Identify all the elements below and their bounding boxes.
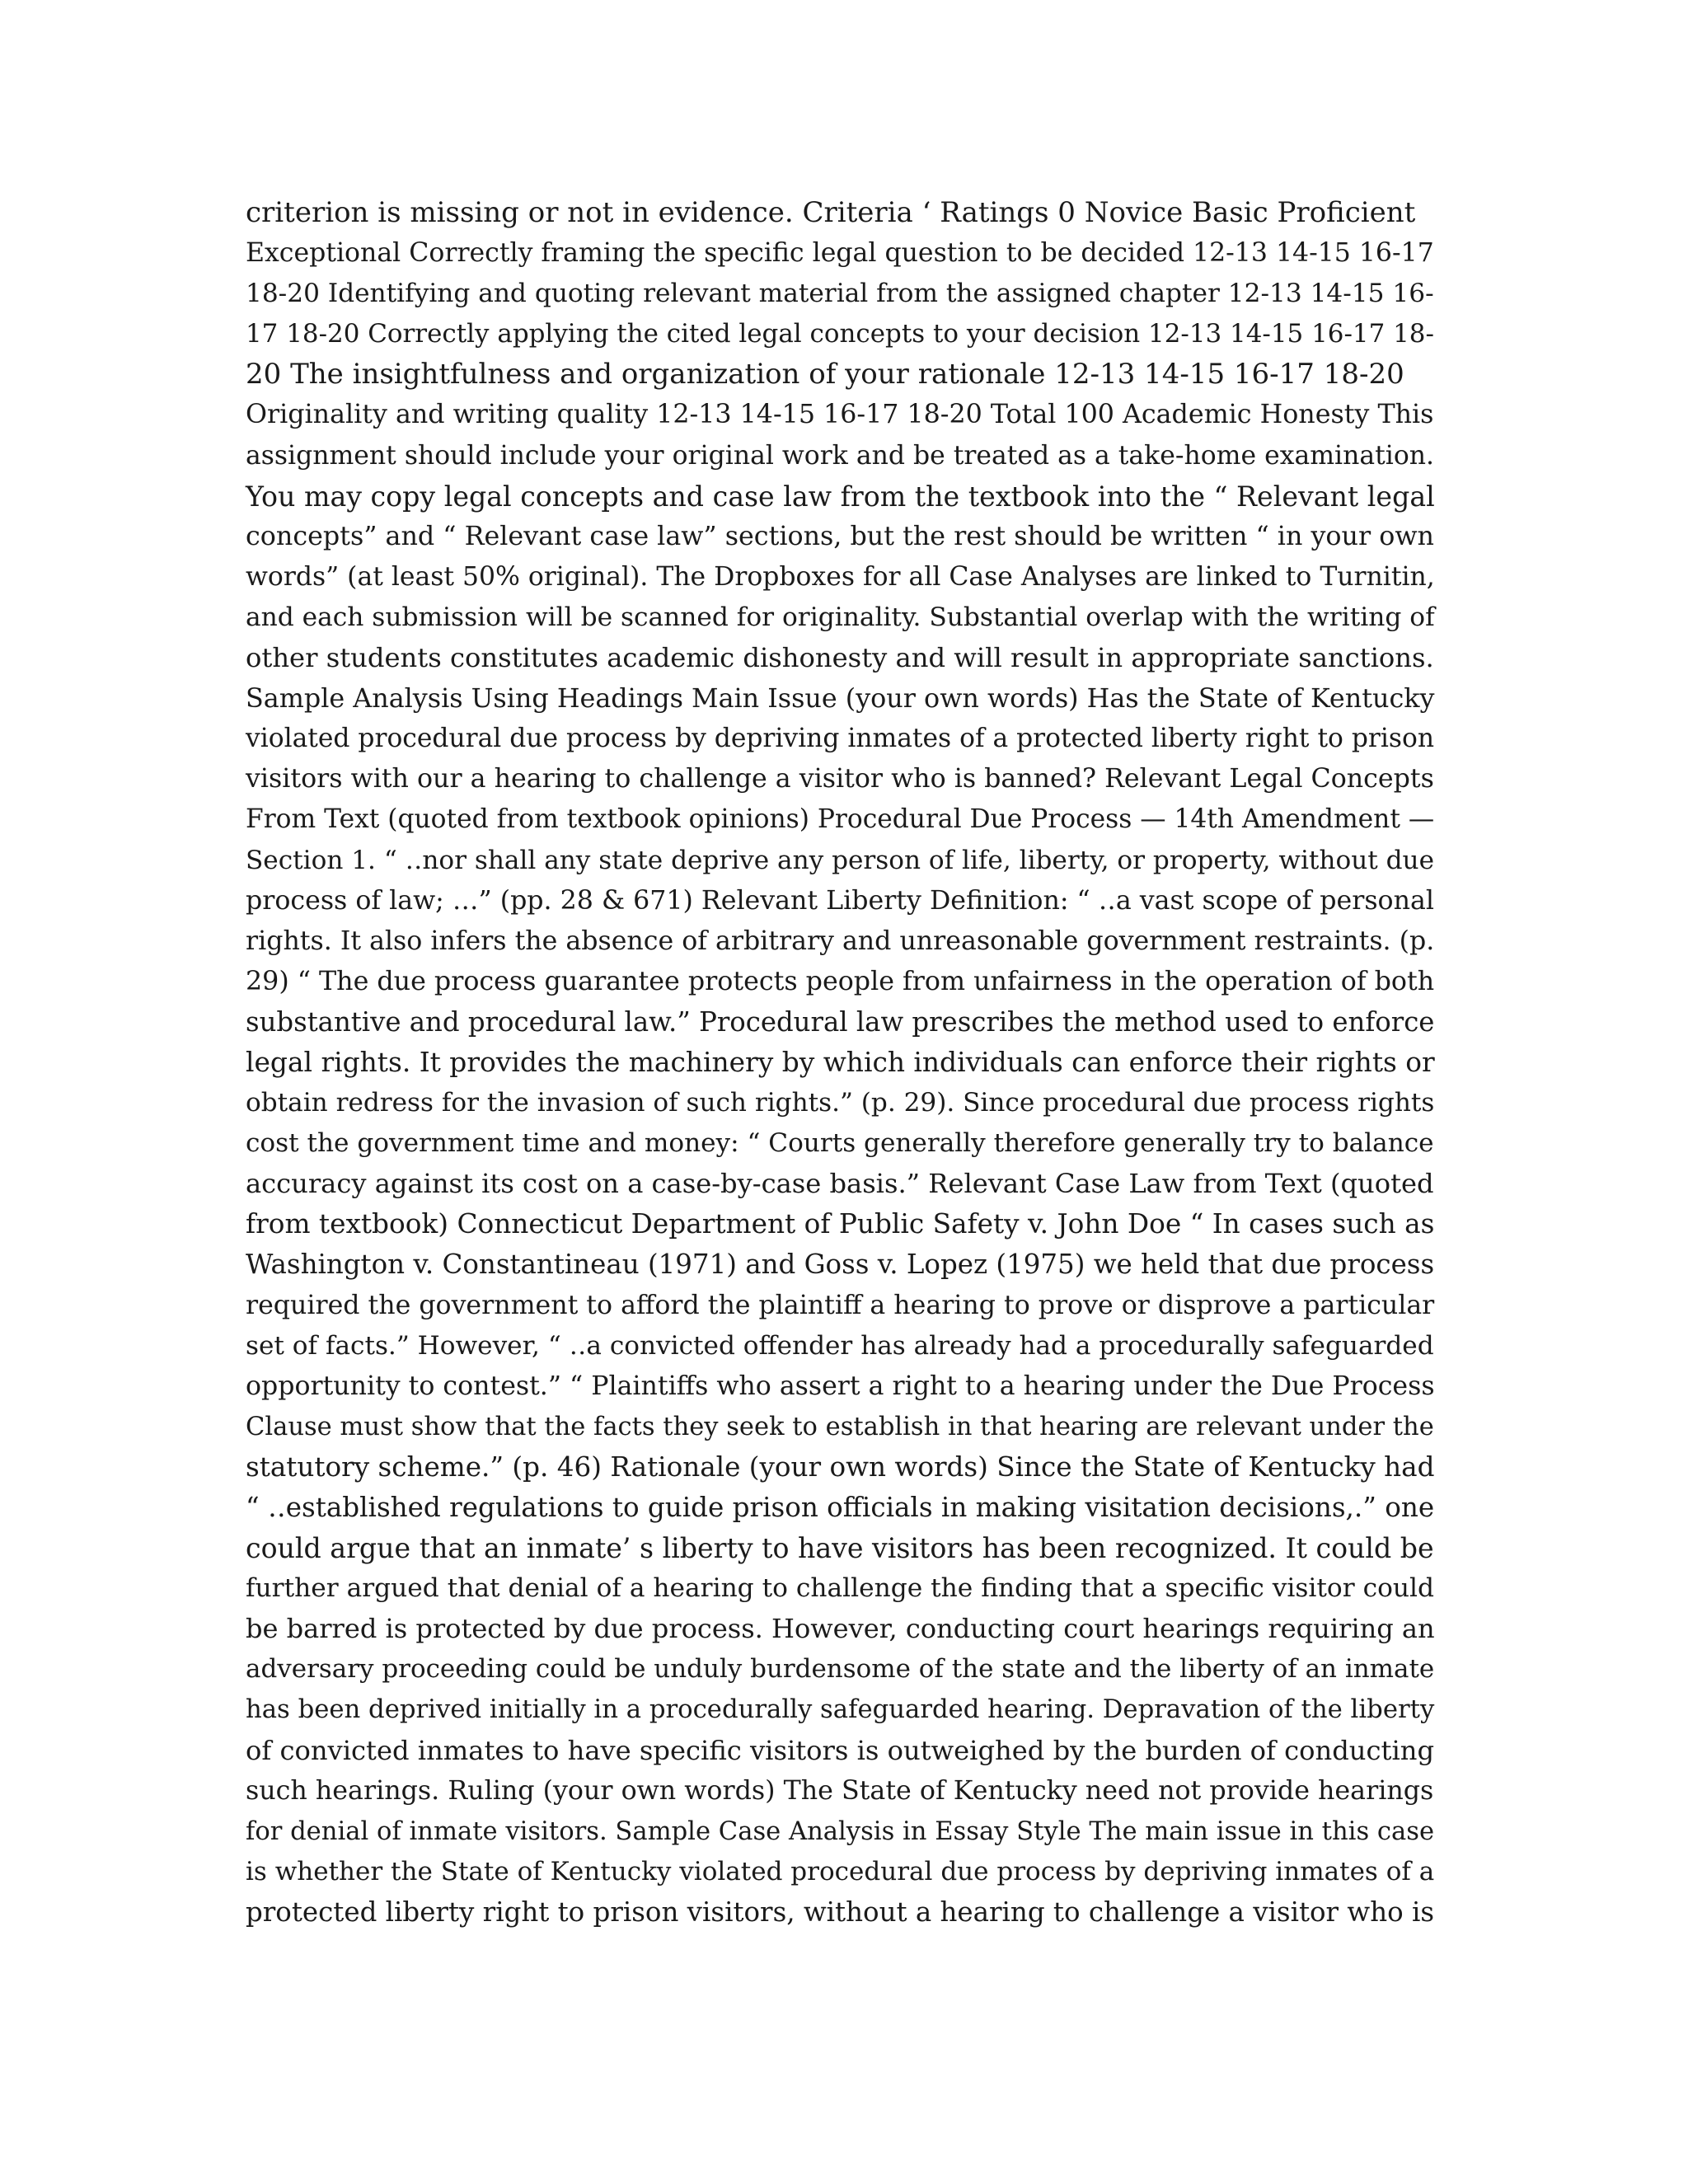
text-line: further argued that denial of a hearing to challenge the finding that a specific visitor could	[246, 1573, 1434, 1604]
text-line: concepts” and “ Relevant case law” sections, but the rest should be written “ in your own	[246, 521, 1434, 551]
text-line: has been deprived initially in a procedurally safeguarded hearing. Depravation of the liberty	[246, 1695, 1435, 1725]
text-line: process of law; …” (pp. 28 & 671) Relevant Liberty Definition: “ ‥a vast scope of personal	[246, 885, 1434, 916]
text-line: Exceptional Correctly framing the specific legal question to be decided 12-13 14-15 16-17	[246, 238, 1434, 269]
text-line: required the government to afford the plaintiff a hearing to prove or disprove a particular	[246, 1290, 1435, 1320]
text-line: rights. It also infers the absence of arbitrary and unreasonable government restraints. (p.	[246, 926, 1435, 956]
text-line: of convicted inmates to have specific visitors is outweighed by the burden of conducting	[246, 1734, 1435, 1766]
text-line: opportunity to contest.” “ Plaintiffs who assert a right to a hearing under the Due Process	[246, 1371, 1435, 1401]
text-line: for denial of inmate visitors. Sample Case Analysis in Essay Style The main issue in this case	[246, 1816, 1435, 1846]
text-line: words” (at least 50% original). The Dropboxes for all Case Analyses are linked to Turnitin,	[246, 561, 1435, 592]
text-line: protected liberty right to prison visitors, without a hearing to challenge a visitor who is	[246, 1896, 1435, 1928]
text-line: other students constitutes academic dishonesty and will result in appropriate sanctions.	[246, 642, 1434, 674]
text-line: from textbook) Connecticut Department of Public Safety v. John Doe “ In cases such as	[246, 1208, 1435, 1240]
text-line: be barred is protected by due process. However, conducting court hearings requiring an	[246, 1613, 1435, 1645]
text-line: adversary proceeding could be unduly burdensome of the state and the liberty of an inmate	[246, 1654, 1435, 1685]
text-line: assignment should include your original work and be treated as a take-home examination.	[246, 440, 1435, 471]
text-line: set of facts.” However, “ ‥a convicted offender has already had a procedurally safeguarded	[246, 1330, 1434, 1361]
text-line: could argue that an inmate’ s liberty to have visitors has been recognized. It could be	[246, 1532, 1434, 1565]
text-line: cost the government time and money: “ Courts generally therefore generally try to balance	[246, 1128, 1434, 1159]
text-line: “ ‥established regulations to guide prison officials in making visitation decisions,.” one	[246, 1492, 1435, 1523]
text-line: visitors with our a hearing to challenge a visitor who is banned? Relevant Legal Concepts	[246, 764, 1434, 794]
text-line: is whether the State of Kentucky violated procedural due process by depriving inmates of a	[246, 1856, 1435, 1886]
text-line: accuracy against its cost on a case-by-case basis.” Relevant Case Law from Text (quoted	[246, 1168, 1434, 1200]
text-line: From Text (quoted from textbook opinions) Procedural Due Process — 14th Amendment —	[246, 804, 1435, 835]
text-line: Sample Analysis Using Headings Main Issue (your own words) Has the State of Kentucky	[246, 683, 1435, 715]
text-line: such hearings. Ruling (your own words) The State of Kentucky need not provide hearings	[246, 1775, 1434, 1806]
text-line: criterion is missing or not in evidence. Criteria ‘ Ratings 0 Novice Basic Proficient	[246, 196, 1416, 229]
text-line: 29) “ The due process guarantee protects people from unfairness in the operation of both	[246, 966, 1435, 996]
text-line: You may copy legal concepts and case law from the textbook into the “ Relevant legal	[246, 480, 1435, 513]
body-text	[246, 193, 1441, 1933]
text-line: 18-20 Identifying and quoting relevant material from the assigned chapter 12-13 14-15 16-	[246, 279, 1434, 309]
text-line: 20 The insightfulness and organization of your rationale 12-13 14-15 16-17 18-20	[246, 358, 1404, 391]
text-line: Section 1. “ ‥nor shall any state deprive any person of life, liberty, or property, without due	[246, 845, 1434, 875]
text-line: Washington v. Constantineau (1971) and Goss v. Lopez (1975) we held that due process	[246, 1249, 1435, 1281]
text-line: 17 18-20 Correctly applying the cited legal concepts to your decision 12-13 14-15 16-17 18-	[246, 319, 1434, 349]
text-line: legal rights. It provides the machinery by which individuals can enforce their rights or	[246, 1046, 1435, 1078]
text-line: violated procedural due process by depriving inmates of a protected liberty right to prison	[246, 724, 1435, 754]
text-line: Clause must show that the facts they seek to establish in that hearing are relevant under the	[246, 1412, 1434, 1441]
text-line: Originality and writing quality 12-13 14-15 16-17 18-20 Total 100 Academic Honesty This	[246, 400, 1434, 430]
text-line: substantive and procedural law.” Procedural law prescribes the method used to enforce	[246, 1005, 1435, 1038]
text-line: statutory scheme.” (p. 46) Rationale (your own words) Since the State of Kentucky had	[246, 1451, 1435, 1483]
text-line: and each submission will be scanned for originality. Substantial overlap with the writing of	[246, 602, 1435, 632]
text-line: obtain redress for the invasion of such rights.” (p. 29). Since procedural due process rights	[246, 1088, 1435, 1118]
